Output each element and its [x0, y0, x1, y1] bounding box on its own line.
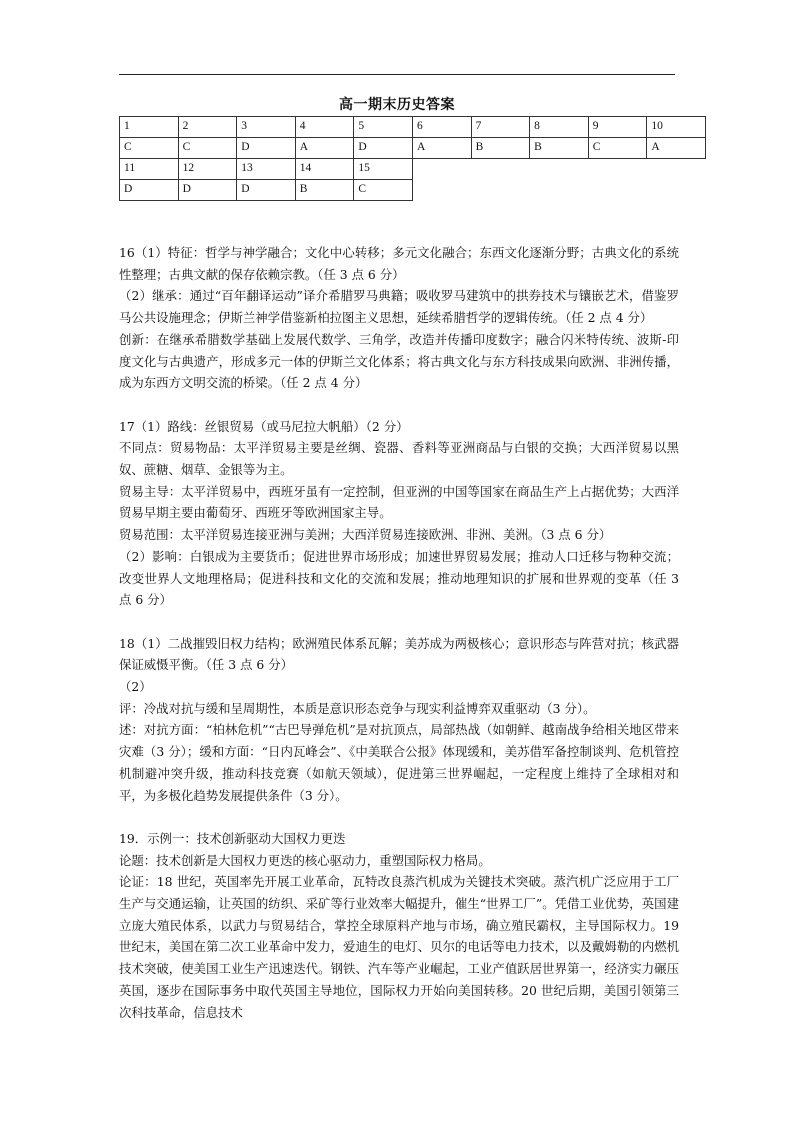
answer-cell: A	[295, 138, 354, 159]
question-number-cell: 13	[237, 159, 296, 180]
empty-cell	[412, 159, 471, 180]
question-number-cell: 3	[237, 117, 296, 138]
answer-section-17	[119, 416, 679, 611]
question-number-cell: 9	[588, 117, 647, 138]
question-number-cell: 6	[412, 117, 471, 138]
table-row	[120, 159, 706, 180]
answer-cell: C	[354, 180, 413, 201]
empty-cell	[530, 180, 589, 201]
question-number-cell: 10	[647, 117, 706, 138]
answer-cell: C	[120, 138, 179, 159]
paragraph: 述：对抗方面：“柏林危机”“古巴导弹危机”是对抗顶点，局部热战（如朝鲜、越南战争给相关地区带来灾难（3 分）；缓和方面：“日内瓦峰会”、《中美联合公报》体现缓和，美苏借军备控制谈判、危机管控机制避冲突升级，推动科技竞赛（如航天领域），促进第三世界崛起，一定程度上维持了全球相对和平，为多极化趋势发展提供条件（3 分）。	[119, 722, 679, 803]
question-number-cell: 2	[178, 117, 237, 138]
answer-cell: B	[530, 138, 589, 159]
answer-cell: D	[354, 138, 413, 159]
paragraph: （2）影响：白银成为主要货币；促进世界市场形成；加速世界贸易发展；推动人口迁移与物种交流；改变世界人文地理格局；促进科技和文化的交流和发展；推动地理知识的扩展和世界观的变革（任 3 点 6 分）	[119, 548, 679, 608]
paragraph: 创新：在继承希腊数学基础上发展代数学、三角学，改造并传播印度数字；融合闪米特传统、波斯-印度文化与古典遗产，形成多元一体的伊斯兰文化体系；将古典文化与东方科技成果向欧洲、非洲传播，成为东西方文明交流的桥梁。（任 2 点 4 分）	[119, 331, 679, 391]
paragraph: 论证：18 世纪，英国率先开展工业革命，瓦特改良蒸汽机成为关键技术突破。蒸汽机广泛应用于工厂生产与交通运输，让英国的纺织、采矿等行业效率大幅提升，催生“世界工厂”。凭借工业优势，英国建立庞大殖民体系，以武力与贸易结合，掌控全球原料产地与市场，确立殖民霸权，主导国际权力。19 世纪末，美国在第二次工业革命中发力，爱迪生的电灯、贝尔的电话等电力技术，以及戴姆勒的内燃机技术突破，使美国工业生产迅速迭代。钢铁、汽车等产业崛起，工业产值跃居世界第一，经济实力碾压英国，逐步在国际事务中取代英国主导地位，国际权力开始向美国转移。20 世纪后期，美国引领第三次科技革命，信息技术	[119, 874, 679, 1020]
answer-cell: D	[237, 180, 296, 201]
empty-cell	[647, 159, 706, 180]
empty-cell	[647, 180, 706, 201]
answer-section-18	[119, 633, 679, 807]
paragraph: 论题：技术创新是大国权力更迭的核心驱动力，重塑国际权力格局。	[119, 852, 491, 868]
paragraph: 不同点：贸易物品：太平洋贸易主要是丝绸、瓷器、香料等亚洲商品与白银的交换；大西洋贸易以黑奴、蔗糖、烟草、金银等为主。	[119, 440, 679, 478]
paragraph: 18（1）二战摧毁旧权力结构；欧洲殖民体系瓦解；美苏成为两极核心；意识形态与阵营对抗；核武器保证威慑平衡。（任 3 点 6 分）	[119, 635, 679, 673]
answer-cell: C	[588, 138, 647, 159]
section-spacer	[119, 611, 679, 633]
question-number-cell: 14	[295, 159, 354, 180]
empty-cell	[530, 159, 589, 180]
answer-cell: A	[647, 138, 706, 159]
table-row	[120, 180, 706, 201]
answer-cell: A	[412, 138, 471, 159]
table-row	[120, 138, 706, 159]
paragraph: 16（1）特征：哲学与神学融合；文化中心转移；多元文化融合；东西文化逐渐分野；古典文化的系统性整理；古典文献的保存依赖宗教。（任 3 点 6 分）	[119, 245, 679, 282]
question-number-cell: 12	[178, 159, 237, 180]
paragraph: 评：冷战对抗与缓和呈周期性，本质是意识形态竞争与现实利益博弈双重驱动（3 分）。	[119, 700, 596, 716]
header-rule	[119, 74, 675, 75]
answer-cell: B	[295, 180, 354, 201]
section-spacer	[119, 806, 679, 828]
question-number-cell: 5	[354, 117, 413, 138]
question-number-cell: 1	[120, 117, 179, 138]
question-number-cell: 4	[295, 117, 354, 138]
answer-cell: D	[237, 138, 296, 159]
question-number-cell: 15	[354, 159, 413, 180]
question-number-cell: 11	[120, 159, 179, 180]
empty-cell	[471, 159, 530, 180]
empty-cell	[588, 159, 647, 180]
paragraph: （2）继承：通过“百年翻译运动”译介希腊罗马典籍；吸收罗马建筑中的拱券技术与镶嵌艺术，借鉴罗马公共设施理念；伊斯兰神学借鉴新柏拉图主义思想，延续希腊哲学的逻辑传统。（任 2 点 4 分）	[119, 288, 679, 326]
answer-section-19	[119, 828, 679, 1023]
empty-cell	[412, 180, 471, 201]
table-row	[120, 117, 706, 138]
question-number-cell: 7	[471, 117, 530, 138]
paragraph: 贸易范围：太平洋贸易连接亚洲与美洲；大西洋贸易连接欧洲、非洲、美洲。（3 点 6 分）	[119, 527, 612, 543]
empty-cell	[588, 180, 647, 201]
empty-cell	[471, 180, 530, 201]
paragraph: （2）	[119, 679, 152, 695]
answer-table	[119, 116, 706, 201]
answer-section-16	[119, 242, 679, 394]
answer-body	[119, 242, 679, 1023]
answer-cell: D	[178, 180, 237, 201]
paragraph: 17（1）路线：丝银贸易（或马尼拉大帆船）（2 分）	[119, 418, 409, 434]
answer-cell: B	[471, 138, 530, 159]
question-number-cell: 8	[530, 117, 589, 138]
page-title: 高一期末历史答案	[339, 97, 455, 113]
section-spacer	[119, 394, 679, 416]
paragraph: 贸易主导：太平洋贸易中，西班牙虽有一定控制，但亚洲的中国等国家在商品生产上占据优势；大西洋贸易早期主要由葡萄牙、西班牙等欧洲国家主导。	[119, 483, 679, 521]
answer-cell: D	[120, 180, 179, 201]
paragraph: 19．示例一：技术创新驱动大国权力更迭	[119, 830, 346, 846]
answer-cell: C	[178, 138, 237, 159]
